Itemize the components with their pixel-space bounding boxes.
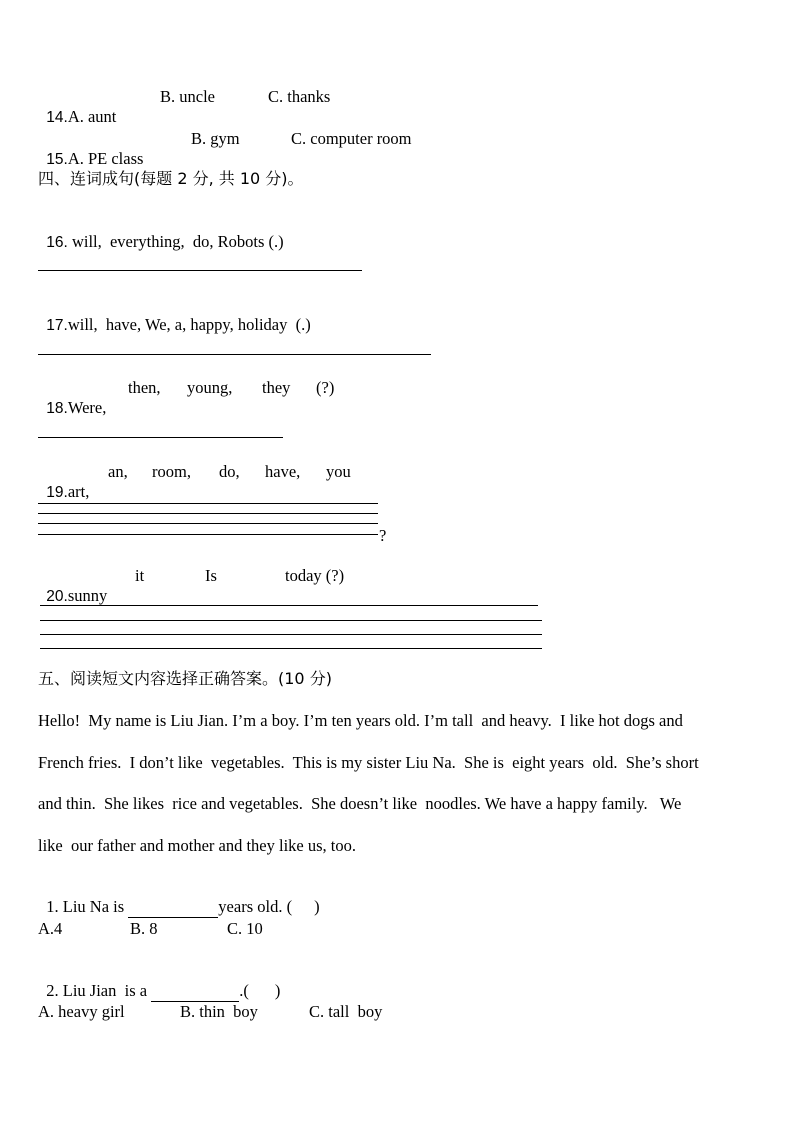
word: art, xyxy=(67,482,90,501)
question-words: will, everything, do, Robots (.) xyxy=(67,232,284,251)
word: then, xyxy=(128,378,161,397)
question-number: 15. xyxy=(46,151,68,168)
question-text: .( xyxy=(239,981,249,1000)
question-text: Liu Jian is a xyxy=(58,981,152,1000)
answer-line[interactable] xyxy=(40,620,542,621)
word: have, xyxy=(265,462,301,481)
word: young, xyxy=(187,378,233,397)
question-number: 16. xyxy=(46,234,68,251)
option-a: A. aunt xyxy=(67,107,117,126)
question-20 xyxy=(38,566,107,607)
option-b: B. uncle xyxy=(160,87,215,106)
question-19 xyxy=(38,462,89,503)
question-number: 20. xyxy=(46,588,68,605)
reading-question-1 xyxy=(38,877,320,918)
passage-line: French fries. I don’t like vegetables. This is my sister Liu Na. She is eight years old. She’s short xyxy=(38,753,699,772)
answer-line[interactable] xyxy=(38,437,283,438)
question-number: 14. xyxy=(46,109,68,126)
answer-line[interactable] xyxy=(38,354,431,355)
word: do, xyxy=(219,462,240,481)
answer-line[interactable] xyxy=(40,634,542,635)
passage-line: like our father and mother and they like us, too. xyxy=(38,836,356,855)
option-c: C. 10 xyxy=(227,919,263,938)
question-number: 17. xyxy=(46,317,68,334)
answer-line[interactable] xyxy=(40,648,542,649)
answer-line[interactable] xyxy=(38,534,378,535)
answer-space[interactable] xyxy=(249,981,275,1001)
word: Is xyxy=(205,566,217,585)
question-number: 2. xyxy=(46,981,59,1000)
section-4-heading: 四、连词成句(每题 2 分, 共 10 分)。 xyxy=(38,169,304,188)
question-text: Liu Na is xyxy=(58,897,129,916)
word: it xyxy=(135,566,145,585)
section-5-heading: 五、阅读短文内容选择正确答案。(10 分) xyxy=(38,669,332,688)
option-b: B. thin boy xyxy=(180,1002,258,1021)
fill-blank[interactable] xyxy=(151,981,239,1002)
question-words: will, have, We, a, happy, holiday (.) xyxy=(67,315,311,334)
word: (?) xyxy=(316,378,335,397)
answer-line[interactable] xyxy=(38,513,378,514)
answer-line[interactable] xyxy=(38,523,378,524)
option-a: A. PE class xyxy=(67,149,144,168)
word: sunny xyxy=(67,586,108,605)
word: today (?) xyxy=(285,566,345,585)
answer-line[interactable] xyxy=(38,503,378,504)
word: Were, xyxy=(67,398,107,417)
option-c: C. computer room xyxy=(291,129,412,148)
question-17 xyxy=(38,295,311,336)
fill-blank[interactable] xyxy=(128,897,218,918)
passage-line: Hello! My name is Liu Jian. I’m a boy. I’m ten years old. I’m tall and heavy. I like hot dogs and xyxy=(38,711,683,730)
option-b: B. gym xyxy=(191,129,240,148)
option-b: B. 8 xyxy=(130,919,158,938)
question-number: 1. xyxy=(46,897,59,916)
word: an, xyxy=(108,462,128,481)
question-18 xyxy=(38,378,106,419)
question-16 xyxy=(38,212,284,253)
paren-close: ) xyxy=(274,981,281,1000)
question-number: 19. xyxy=(46,484,68,501)
question-number: 18. xyxy=(46,400,68,417)
question-15 xyxy=(38,129,143,170)
question-mark: ? xyxy=(379,526,387,545)
word: room, xyxy=(152,462,191,481)
question-14 xyxy=(38,87,116,128)
option-c: C. tall boy xyxy=(309,1002,383,1021)
passage-line: and thin. She likes rice and vegetables. She doesn’t like noodles. We have a happy family. We xyxy=(38,794,682,813)
answer-line[interactable] xyxy=(40,605,538,606)
question-text: years old. ( xyxy=(218,897,293,916)
reading-question-2 xyxy=(38,961,280,1002)
answer-line[interactable] xyxy=(38,270,362,271)
word: you xyxy=(326,462,351,481)
answer-space[interactable] xyxy=(292,897,314,917)
paren-close: ) xyxy=(314,897,320,916)
option-a: A. heavy girl xyxy=(38,1002,125,1021)
option-a: A.4 xyxy=(38,919,63,938)
option-c: C. thanks xyxy=(268,87,331,106)
word: they xyxy=(262,378,291,397)
